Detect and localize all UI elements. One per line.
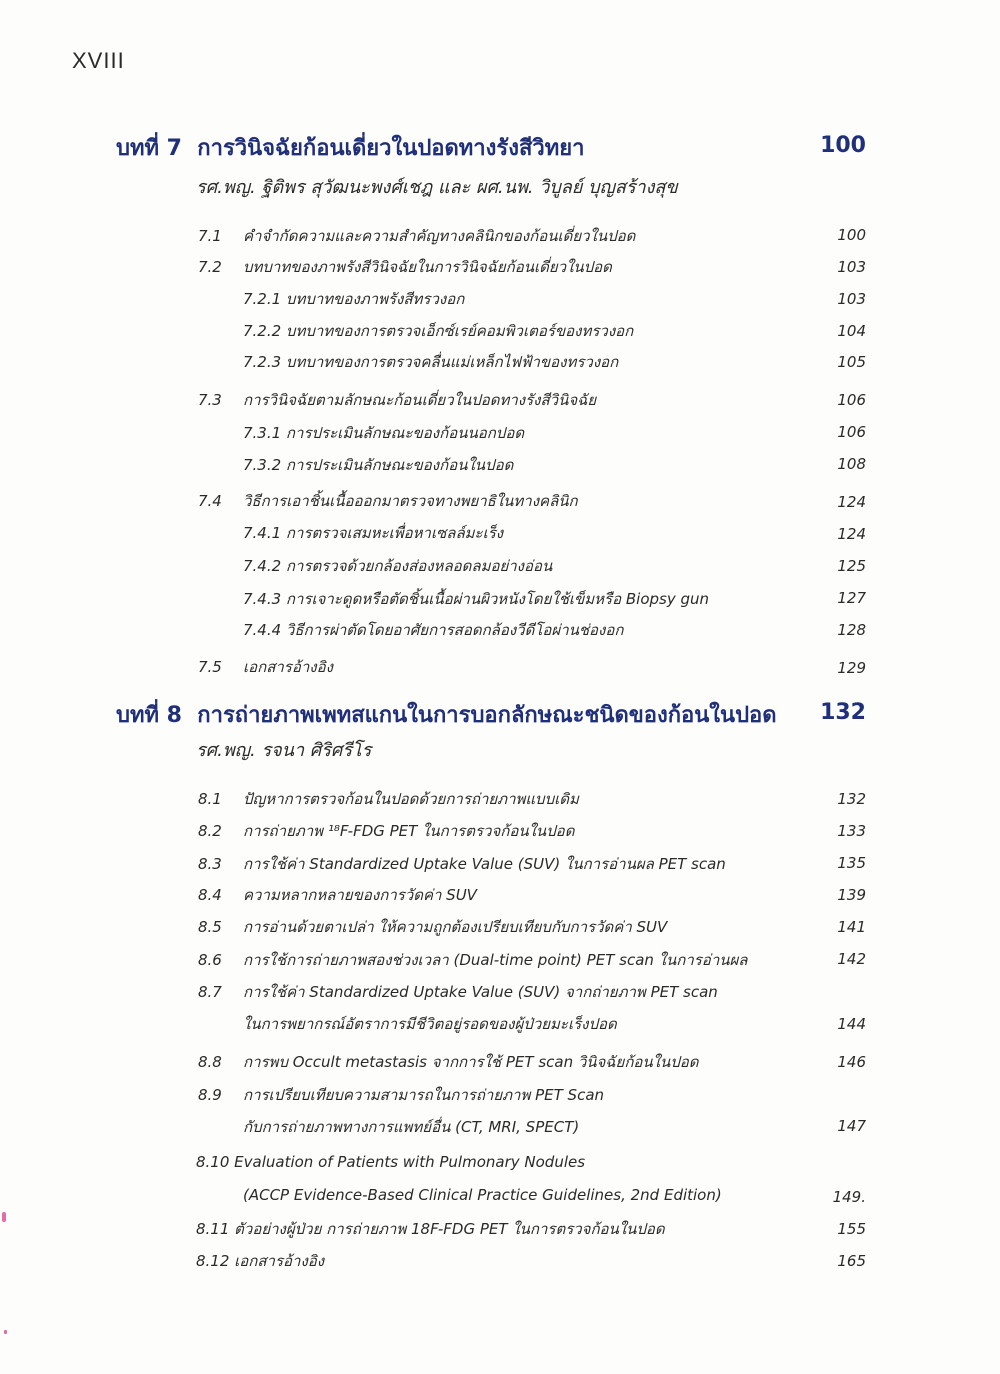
entry-page: 139 [837,886,866,904]
chapter-title: การถ่ายภาพเพทสแกนในการบอกลักษณะชนิดของก้อนในปอด [197,703,777,728]
toc-subentry: 7.4.3 การเจาะดูดหรือตัดชิ้นเนื้อผ่านผิวหนังโดยใช้เข็มหรือ Biopsy gun [243,590,710,608]
entry-page: 128 [837,621,866,639]
entry-title: วิธีการเอาชิ้นเนื้อออกมาตรวจทางพยาธิในทางคลินิก [243,492,578,510]
entry-page: 155 [837,1220,866,1238]
toc-subentry: 7.3.1 การประเมินลักษณะของก้อนนอกปอด [243,424,525,442]
entry-title: การอ่านด้วยตาเปล่า ให้ความถูกต้องเปรียบเทียบกับการวัดค่า SUV [243,918,668,936]
toc-entry [198,915,667,939]
chapter-page: 100 [820,133,866,158]
chapter-page: 132 [820,700,866,725]
toc-entry [198,255,612,279]
entry-title: การใช้ค่า Standardized Uptake Value (SUV) ในการอ่านผล PET scan [243,855,726,873]
chapter-8-heading [116,697,777,732]
entry-page: 165 [837,1252,866,1270]
entry-page: 146 [837,1053,866,1071]
page-number: XVIII [72,48,125,73]
entry-number: 7.3 [198,391,222,409]
chapter-authors: รศ.พญ. รจนา ศิริศรีโร [196,740,372,761]
toc-entry [198,852,726,876]
entry-title: เอกสารอ้างอิง [243,658,333,676]
entry-number: 7.2 [198,258,222,276]
toc-entry [198,787,579,811]
toc-entry-continuation: (ACCP Evidence-Based Clinical Practice Guidelines, 2nd Edition) [243,1186,722,1204]
entry-title: คำจำกัดความและความสำคัญทางคลินิกของก้อนเดี่ยวในปอด [243,227,636,245]
entry-number: 8.8 [198,1053,222,1071]
entry-title: การใช้ค่า Standardized Uptake Value (SUV) จากถ่ายภาพ PET scan [243,983,718,1001]
toc-entry: 8.10 Evaluation of Patients with Pulmonary Nodules [196,1153,586,1171]
toc-subentry: 7.2.1 บทบาทของภาพรังสีทรวงอก [243,290,465,308]
toc-subentry: 7.4.1 การตรวจเสมหะเพื่อหาเซลล์มะเร็ง [243,524,504,542]
entry-page: 142 [837,950,866,968]
entry-title: การเปรียบเทียบความสามารถในการถ่ายภาพ PET Scan [243,1086,605,1104]
entry-page: 135 [837,854,866,872]
toc-entry [198,980,718,1004]
toc-entry [198,948,747,972]
entry-number: 8.7 [198,983,222,1001]
entry-page: 149. [832,1188,866,1206]
toc-entry [198,1083,604,1107]
entry-title: การพบ Occult metastasis จากการใช้ PET scan วินิจฉัยก้อนในปอด [243,1053,699,1071]
entry-title: การใช้การถ่ายภาพสองช่วงเวลา (Dual-time point) PET scan ในการอ่านผล [243,951,748,969]
toc-entry: 8.12 เอกสารอ้างอิง [196,1252,325,1270]
entry-page: 141 [837,918,866,936]
entry-page: 106 [837,391,866,409]
entry-number: 7.1 [198,227,222,245]
entry-page: 132 [837,790,866,808]
toc-subentry: 7.3.2 การประเมินลักษณะของก้อนในปอด [243,456,514,474]
entry-page: 147 [837,1117,866,1135]
entry-page: 124 [837,493,866,511]
entry-number: 8.3 [198,855,222,873]
toc-entry [198,224,635,248]
entry-page: 103 [837,258,866,276]
entry-page: 125 [837,557,866,575]
toc-entry-continuation: กับการถ่ายภาพทางการแพทย์อื่น (CT, MRI, SPECT) [243,1118,580,1136]
entry-page: 103 [837,290,866,308]
entry-number: 7.4 [198,492,222,510]
toc-subentry: 7.4.4 วิธีการผ่าตัดโดยอาศัยการสอดกล้องวีดีโอผ่านช่องอก [243,621,624,639]
toc-entry [198,883,477,907]
entry-number: 8.4 [198,886,222,904]
entry-page: 127 [837,589,866,607]
entry-title: ความหลากหลายของการวัดค่า SUV [243,886,477,904]
chapter-label: บทที่ 8 [116,703,182,728]
toc-entry-continuation: ในการพยากรณ์อัตราการมีชีวิตอยู่รอดของผู้ป่วยมะเร็งปอด [243,1015,617,1033]
entry-number: 8.5 [198,918,222,936]
entry-title: ปัญหาการตรวจก้อนในปอดด้วยการถ่ายภาพแบบเดิม [243,790,579,808]
toc-entry [198,388,596,412]
chapter-authors: รศ.พญ. ฐิติพร สุวัฒนะพงศ์เชฎ และ ผศ.นพ. วิบูลย์ บุญสร้างสุข [196,177,678,198]
entry-page: 106 [837,423,866,441]
entry-number: 8.6 [198,951,222,969]
entry-page: 104 [837,322,866,340]
toc-entry [198,1050,699,1074]
toc-entry [198,655,333,679]
toc-entry [198,489,578,513]
entry-page: 105 [837,353,866,371]
toc-entry [198,819,574,843]
entry-page: 133 [837,822,866,840]
pink-ink-mark [4,1330,7,1334]
entry-title: การวินิจฉัยตามลักษณะก้อนเดี่ยวในปอดทางรังสีวินิจฉัย [243,391,597,409]
chapter-label: บทที่ 7 [116,136,182,161]
chapter-7-heading [116,130,584,165]
pink-ink-mark [2,1212,6,1222]
entry-title: บทบาทของภาพรังสีวินิจฉัยในการวินิจฉัยก้อนเดี่ยวในปอด [243,258,612,276]
toc-entry: 8.11 ตัวอย่างผู้ป่วย การถ่ายภาพ 18F-FDG PET ในการตรวจก้อนในปอด [196,1220,665,1238]
entry-number: 8.1 [198,790,222,808]
toc-subentry: 7.2.2 บทบาทของการตรวจเอ็กซ์เรย์คอมพิวเตอร์ของทรวงอก [243,322,634,340]
entry-number: 8.9 [198,1086,222,1104]
entry-page: 108 [837,455,866,473]
toc-subentry: 7.2.3 บทบาทของการตรวจคลื่นแม่เหล็กไฟฟ้าของทรวงอก [243,353,619,371]
entry-title: การถ่ายภาพ ¹⁸F-FDG PET ในการตรวจก้อนในปอด [243,822,575,840]
entry-page: 100 [837,226,866,244]
entry-number: 8.2 [198,822,222,840]
entry-number: 7.5 [198,658,222,676]
toc-subentry: 7.4.2 การตรวจด้วยกล้องส่องหลอดลมอย่างอ่อน [243,557,553,575]
chapter-title: การวินิจฉัยก้อนเดี่ยวในปอดทางรังสีวิทยา [197,136,585,161]
entry-page: 129 [837,659,866,677]
entry-page: 124 [837,525,866,543]
entry-page: 144 [837,1015,866,1033]
